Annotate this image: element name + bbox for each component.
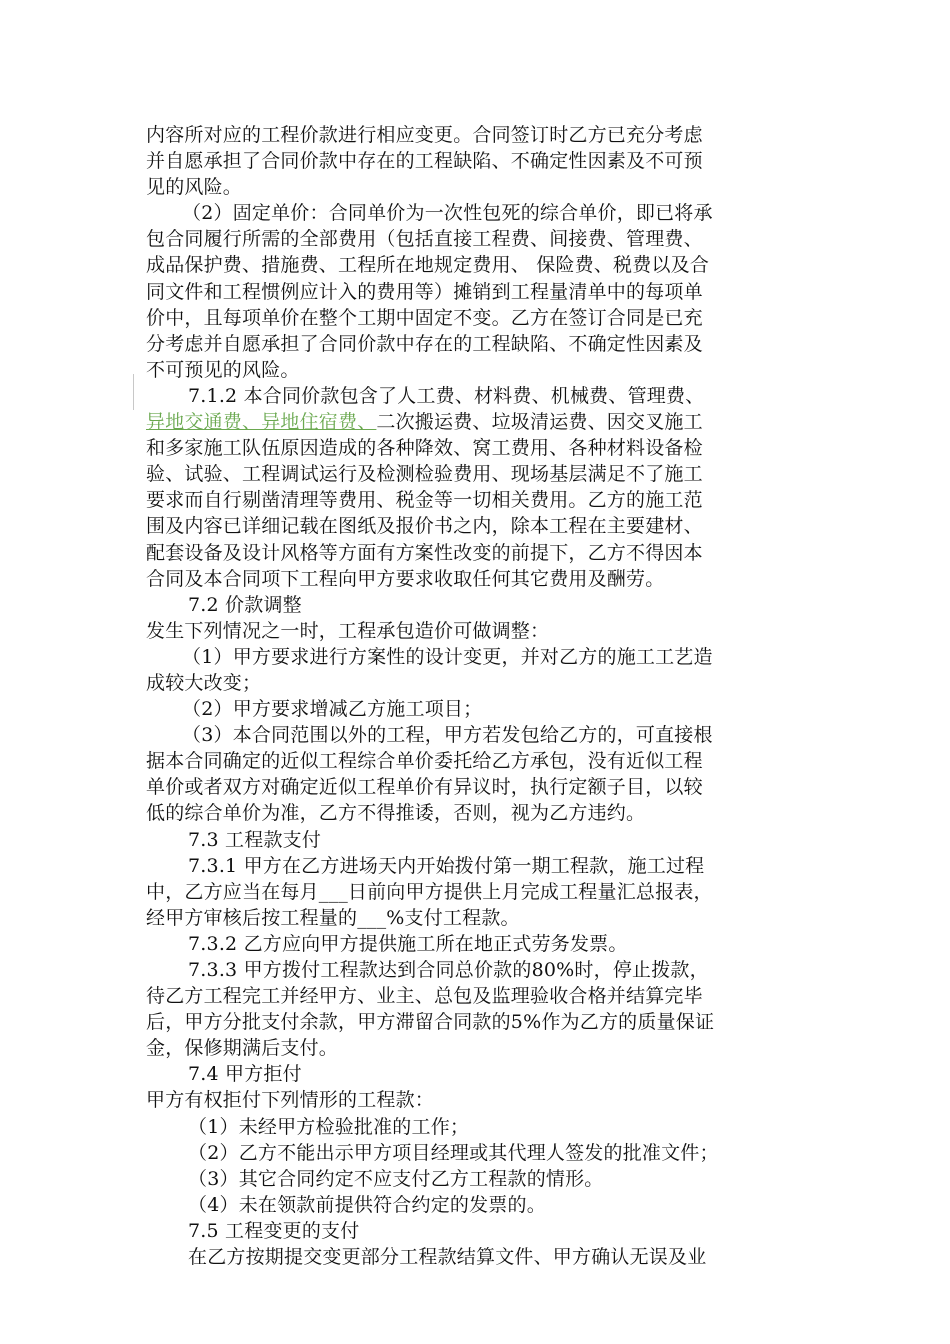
text-line: （1）未经甲方检验批准的工作； — [188, 1115, 470, 1138]
section-heading: 7.2 价款调整 — [188, 593, 302, 616]
text-line: 并自愿承担了合同价款中存在的工程缺陷、不确定性因素及不可预 — [146, 150, 703, 173]
text-line: （3）其它合同约定不应支付乙方工程款的情形。 — [188, 1167, 604, 1190]
section-heading: 7.4 甲方拒付 — [188, 1063, 302, 1086]
text-line: 7.1.2 本合同价款包含了人工费、材料费、机械费、管理费、 — [188, 384, 705, 407]
text-line: 在乙方按期提交变更部分工程款结算文件、甲方确认无误及业 — [188, 1246, 707, 1269]
text-line-with-highlight — [146, 409, 806, 435]
text-line: 配套设备及设计风格等方面有方案性改变的前提下，乙方不得因本 — [146, 541, 703, 564]
text-line: 合同及本合同项下工程向甲方要求收取任何其它费用及酬劳。 — [146, 567, 665, 590]
text-line: 7.3.3 甲方拨付工程款达到合同总价款的80%时，停止拨款， — [188, 959, 709, 981]
text-line: 低的综合单价为准，乙方不得推诿，否则，视为乙方违约。 — [146, 802, 646, 825]
change-bar — [133, 374, 134, 410]
text-line: （2）甲方要求增减乙方施工项目； — [182, 698, 483, 721]
text-line: 中，乙方应当在每月___日前向甲方提供上月完成工程量汇总报表， — [146, 880, 713, 903]
text-line: （2）固定单价：合同单价为一次性包死的综合单价，即已将承 — [182, 202, 713, 225]
text-line: （3）本合同范围以外的工程，甲方若发包给乙方的，可直接根 — [182, 724, 713, 747]
text-line: 待乙方工程完工并经甲方、业主、总包及监理验收合格并结算完毕 — [146, 985, 703, 1008]
text-line: 单价或者双方对确定近似工程单价有异议时，执行定额子目，以较 — [146, 776, 703, 799]
text-line: 分考虑并自愿承担了合同价款中存在的工程缺陷、不确定性因素及 — [146, 332, 703, 355]
section-heading: 7.3 工程款支付 — [188, 828, 322, 851]
text-line: （1）甲方要求进行方案性的设计变更，并对乙方的施工工艺造 — [182, 645, 713, 668]
text-line-rest: 二次搬运费、垃圾清运费、因交叉施工 — [376, 411, 703, 434]
text-line: 7.3.2 乙方应向甲方提供施工所在地正式劳务发票。 — [188, 932, 628, 955]
text-line: 成较大改变； — [146, 671, 262, 694]
text-line: 要求而自行剔凿清理等费用、税金等一切相关费用。乙方的施工范 — [146, 489, 703, 512]
document-body — [146, 122, 806, 1270]
text-line: （2）乙方不能出示甲方项目经理或其代理人签发的批准文件； — [188, 1141, 719, 1164]
text-line: 同文件和工程惯例应计入的费用等）摊销到工程量清单中的每项单 — [146, 280, 703, 303]
text-line: 价中，且每项单价在整个工期中固定不变。乙方在签订合同是已充 — [146, 306, 703, 329]
text-line: 经甲方审核后按工程量的___%支付工程款。 — [146, 906, 520, 929]
text-line: 不可预见的风险。 — [146, 358, 300, 381]
text-line: 发生下列情况之一时，工程承包造价可做调整： — [146, 619, 550, 642]
text-line: 7.3.1 甲方在乙方进场天内开始拨付第一期工程款，施工过程 — [188, 854, 705, 877]
text-line: 和多家施工队伍原因造成的各种降效、窝工费用、各种材料设备检 — [146, 437, 703, 460]
text-line: 成品保护费、措施费、工程所在地规定费用、 保险费、税费以及合 — [146, 254, 710, 277]
text-line: 内容所对应的工程价款进行相应变更。合同签订时乙方已充分考虑 — [146, 124, 703, 146]
text-line: 验、试验、工程调试运行及检测检验费用、现场基层满足不了施工 — [146, 463, 703, 486]
text-line: 包合同履行所需的全部费用（包括直接工程费、间接费、管理费、 — [146, 228, 703, 251]
highlighted-text: 异地交通费、异地住宿费、 — [146, 411, 377, 434]
text-line: （4）未在领款前提供符合约定的发票的。 — [188, 1193, 546, 1216]
text-line: 甲方有权拒付下列情形的工程款： — [146, 1089, 435, 1112]
text-line: 围及内容已详细记载在图纸及报价书之内，除本工程在主要建材、 — [146, 515, 703, 538]
text-line: 后，甲方分批支付余款，甲方滞留合同款的5%作为乙方的质量保证 — [146, 1011, 715, 1034]
section-heading: 7.5 工程变更的支付 — [188, 1219, 360, 1242]
text-line: 金，保修期满后支付。 — [146, 1037, 339, 1060]
text-line: 见的风险。 — [146, 176, 243, 199]
text-line: 据本合同确定的近似工程综合单价委托给乙方承包，没有近似工程 — [146, 750, 703, 773]
